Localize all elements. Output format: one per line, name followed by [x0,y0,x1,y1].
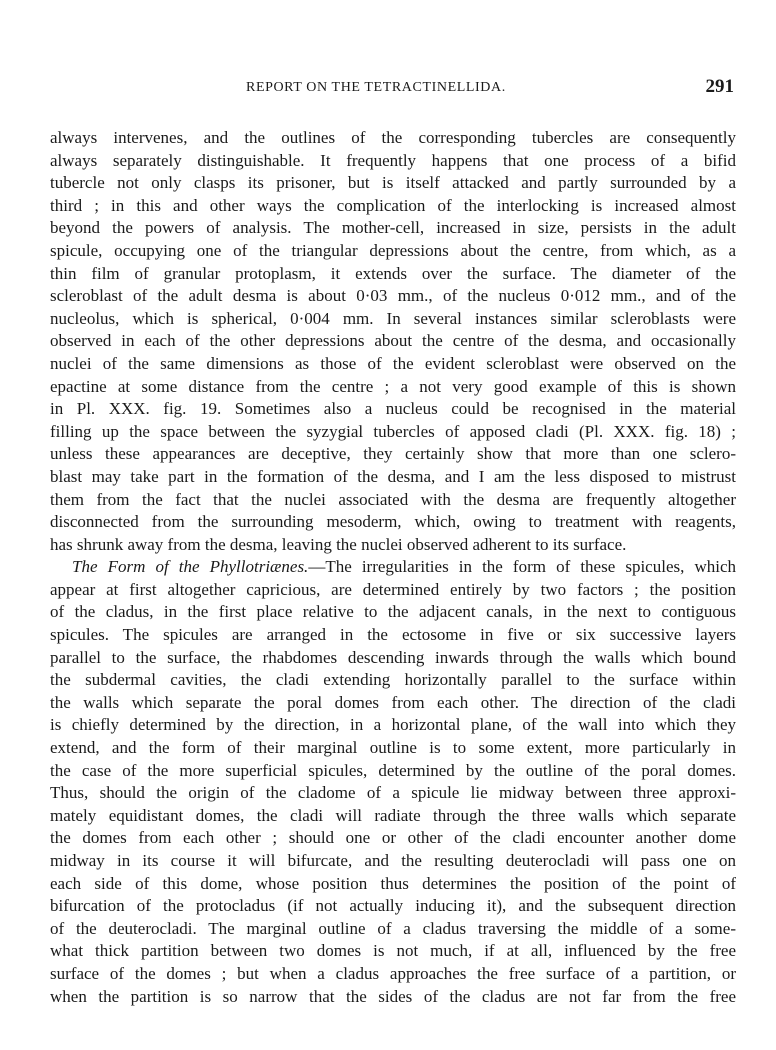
text-line: nucleolus, which is spherical, 0·004 mm. In several instances similar scleroblasts were [50,308,736,328]
text-line: surface of the domes ; but when a cladus approaches the free surface of a partition, or [50,963,736,983]
text-line-content: —The irregularities in the form of these spicules, which [308,557,736,577]
text-line [50,556,736,579]
text-line: the subdermal cavities, the cladi extending horizontally parallel to the surface within [50,670,736,690]
text-line: epactine at some distance from the centre ; a not very good example of this is shown [50,376,736,396]
text-line: blast may take part in the formation of the desma, and I am the less disposed to mistrust [50,466,736,486]
text-line: of the cladus, in the first place relative to the adjacent canals, in the next to contiguous [50,602,736,622]
paragraph [50,127,736,556]
text-line: appear at first altogether capricious, are determined entirely by two factors ; the position [50,579,736,599]
text-line: of the deuterocladi. The marginal outline of a cladus traversing the middle of a some- [50,918,736,938]
text-line: midway in its course it will bifurcate, and the resulting deuterocladi will pass one on [50,851,736,870]
text-line: observed in each of the other depressions about the centre of the desma, and occasionally [50,331,736,351]
text-line: in Pl. XXX. fig. 19. Sometimes also a nucleus could be recognised in the material [50,399,736,419]
text-line: spicule, occupying one of the triangular depressions about the centre, from which, as a [50,240,736,260]
text-line: unless these appearances are deceptive, they certainly show that more than one sclero- [50,444,736,464]
text-line: always intervenes, and the outlines of the corresponding tubercles are consequently [50,128,736,147]
text-line: when the partition is so narrow that the sides of the cladus are not far from the free [50,986,736,1006]
text-line: the domes from each other ; should one or other of the cladi encounter another dome [50,828,736,848]
text-line: the walls which separate the poral domes from each other. The direction of the cladi [50,692,736,712]
paragraph [50,556,736,1008]
text-line: has shrunk away from the desma, leaving the nuclei observed adherent to its surface. [50,534,627,554]
text-line: spicules. The spicules are arranged in the ectosome in five or six successive layers [50,625,736,645]
text-line: is chiefly determined by the direction, in a horizontal plane, of the wall into which they [50,715,736,735]
text-line: them from the fact that the nuclei associated with the desma are frequently altogether [50,489,736,509]
text-line: beyond the powers of analysis. The mother-cell, increased in size, persists in the adult [50,218,736,238]
text-line: always separately distinguishable. It frequently happens that one process of a bifid [50,150,736,170]
text-line: what thick partition between two domes is not much, if at all, influenced by the free [50,941,736,961]
text-line: disconnected from the surrounding mesoderm, which, owing to treatment with reagents, [50,512,736,532]
section-heading: The Form of the Phyllotriænes. [72,557,309,577]
page-number: 291 [705,76,734,97]
text-line: bifurcation of the protocladus (if not actually inducing it), and the subsequent direction [50,896,736,916]
text-line: each side of this dome, whose position thus determines the position of the point of [50,873,736,893]
text-line: filling up the space between the syzygial tubercles of apposed cladi (Pl. XXX. fig. 18) ; [50,421,736,441]
running-head [0,76,776,100]
text-line: third ; in this and other ways the complication of the interlocking is increased almost [50,195,736,215]
running-head-title: REPORT ON THE TETRACTINELLIDA. [246,80,506,95]
text-line: nuclei of the same dimensions as those of the evident scleroblast were observed on the [50,353,736,373]
text-line: thin film of granular protoplasm, it extends over the surface. The diameter of the [50,263,736,283]
text-line: the case of the more superficial spicules, determined by the outline of the poral domes. [50,760,736,780]
text-line: tubercle not only clasps its prisoner, but is itself attacked and partly surrounded by a [50,173,736,193]
text-line: extend, and the form of their marginal outline is to some extent, more particularly in [50,738,736,758]
text-line: mately equidistant domes, the cladi will radiate through the three walls which separate [50,805,736,825]
text-line: scleroblast of the adult desma is about 0·03 mm., of the nucleus 0·012 mm., and of the [50,286,736,306]
text-line: Thus, should the origin of the cladome of a spicule lie midway between three approxi- [50,783,736,803]
body-text [50,127,736,1008]
text-line: parallel to the surface, the rhabdomes descending inwards through the walls which bound [50,647,736,667]
